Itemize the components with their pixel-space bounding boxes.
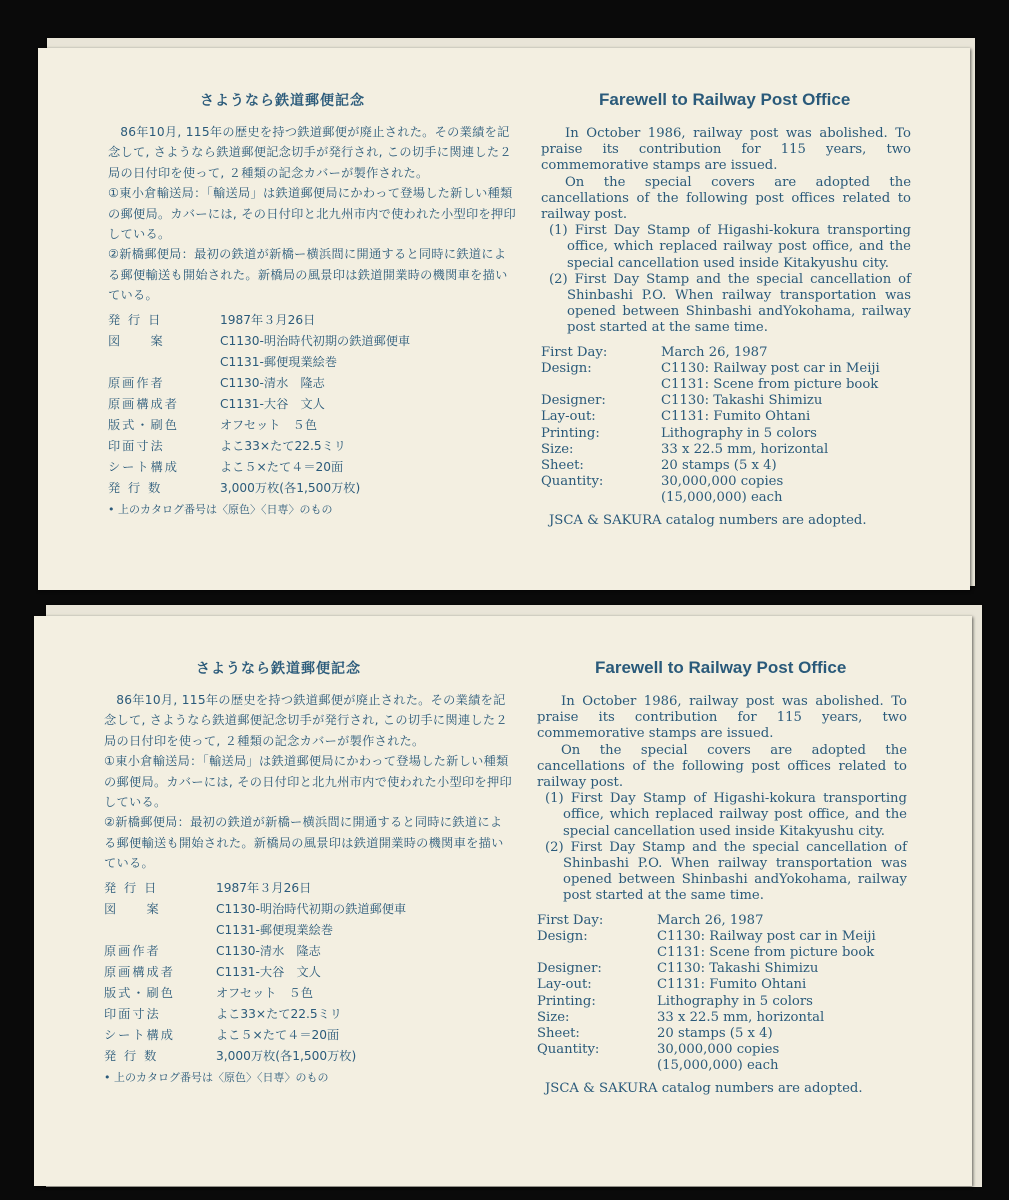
- spec-value: C1131: Scene from picture book: [661, 377, 879, 393]
- english-spec-row: [541, 393, 911, 409]
- english-spec-row: [541, 474, 911, 490]
- spec-value: C1130-清水 隆志: [220, 375, 325, 390]
- spec-value: よこ33×たて22.5ミリ: [220, 438, 346, 453]
- spec-value: よこ５×たて４＝20面: [220, 459, 344, 474]
- english-paragraph: In October 1986, railway post was abolished. To praise its contribution for 115 years, two commemorative stamps are issued.: [537, 694, 907, 742]
- japanese-spec-row: [104, 878, 514, 899]
- spec-label: Designer:: [541, 393, 606, 409]
- spec-label: Size:: [537, 1009, 570, 1025]
- english-spec-row: [541, 409, 911, 425]
- spec-label: [541, 377, 661, 393]
- spec-label: 発 行 数: [108, 480, 163, 495]
- japanese-spec-row: [108, 394, 518, 415]
- spec-label: 図 案: [104, 901, 161, 916]
- japanese-catalog-note: • 上のカタログ番号は〈原色〉〈日専〉のもの: [104, 1070, 329, 1084]
- japanese-paragraph: 86年10月, 115年の歴史を持つ鉄道郵便が廃止された。その業績を記念して, さようなら鉄道郵便記念切手が発行され, この切手に関連した２局の日付印を使って, ２種類の記念カバーが製作された。: [108, 125, 512, 180]
- japanese-spec-row: [104, 899, 514, 920]
- english-spec-row: [541, 361, 911, 377]
- english-title: Farewell to Railway Post Office: [595, 658, 847, 677]
- spec-label: First Day:: [541, 344, 608, 360]
- spec-value: C1130: Railway post car in Meiji: [657, 928, 876, 944]
- spec-label: Quantity:: [537, 1042, 600, 1058]
- english-spec-row: [537, 977, 907, 993]
- japanese-paragraph: ①東小倉輸送局：「輸送局」は鉄道郵便局にかわって登場した新しい種類の郵便局。カバーには, その日付印と北九州市内で使われた小型印を押印している。: [108, 186, 516, 242]
- spec-value: Lithography in 5 colors: [661, 425, 817, 441]
- japanese-title: さようなら鉄道郵便記念: [200, 93, 365, 109]
- spec-label: 発 行 数: [104, 1048, 159, 1063]
- spec-label: 原画作者: [104, 943, 161, 958]
- english-spec-row: [537, 913, 907, 929]
- spec-value: 30,000,000 copies: [657, 1042, 780, 1058]
- english-description: [537, 694, 907, 905]
- spec-label: シート構成: [104, 1027, 175, 1042]
- spec-value: 20 stamps (5 x 4): [661, 458, 777, 474]
- spec-label: 版式・刷色: [104, 985, 175, 1000]
- english-column: [537, 658, 907, 1096]
- spec-value: Lithography in 5 colors: [657, 993, 813, 1009]
- japanese-spec-row: [104, 983, 514, 1004]
- english-spec-row: [537, 1010, 907, 1026]
- spec-value: C1130-明治時代初期の鉄道郵便車: [220, 333, 411, 348]
- japanese-spec-row: [104, 1025, 514, 1046]
- english-spec-row: [541, 442, 911, 458]
- spec-value: C1131-大谷 文人: [216, 964, 321, 979]
- english-catalog-note: JSCA & SAKURA catalog numbers are adopted.: [549, 512, 867, 528]
- spec-value: C1131-大谷 文人: [220, 396, 325, 411]
- spec-value: C1130: Takashi Shimizu: [661, 393, 823, 409]
- japanese-spec-row: [104, 1004, 514, 1025]
- spec-label: Lay-out:: [541, 409, 596, 425]
- spec-label: 原画作者: [108, 375, 165, 390]
- english-paragraph: (2) First Day Stamp and the special cancellation of Shinbashi P.O. When railway transportation was opened between Shinbashi andYokohama, railway post started at the same time.: [545, 839, 907, 904]
- japanese-paragraph: ②新橋郵便局：最初の鉄道が新橋ー横浜間に開通すると同時に鉄道による郵便輸送も開始された。新橋局の風景印は鉄道開業時の機関車を描いている。: [108, 247, 508, 303]
- spec-label: シート構成: [108, 459, 179, 474]
- spec-label: Designer:: [537, 961, 602, 977]
- spec-value: C1130-清水 隆志: [216, 943, 321, 958]
- english-spec-row: [541, 426, 911, 442]
- spec-value: よこ33×たて22.5ミリ: [216, 1006, 342, 1021]
- spec-value: (15,000,000) each: [657, 1058, 779, 1074]
- japanese-paragraph: 86年10月, 115年の歴史を持つ鉄道郵便が廃止された。その業績を記念して, さようなら鉄道郵便記念切手が発行され, この切手に関連した２局の日付印を使って, ２種類の記念カバーが製作された。: [104, 693, 508, 748]
- english-description: [541, 126, 911, 337]
- spec-label: Sheet:: [541, 458, 584, 474]
- top-card: [38, 48, 970, 590]
- spec-label: 印面寸法: [104, 1006, 161, 1021]
- english-column: [541, 90, 911, 528]
- spec-label: [537, 1058, 657, 1074]
- japanese-spec-row: [104, 962, 514, 983]
- bottom-card: [34, 616, 972, 1186]
- english-spec-row: [541, 458, 911, 474]
- spec-label: [537, 945, 657, 961]
- spec-label: Printing:: [541, 425, 600, 441]
- japanese-spec-row: [108, 457, 518, 478]
- japanese-spec-row: [108, 478, 518, 499]
- spec-value: 1987年３月26日: [216, 880, 312, 895]
- japanese-description: [104, 690, 514, 874]
- japanese-column: [108, 90, 518, 517]
- spec-value: C1130: Railway post car in Meiji: [661, 360, 880, 376]
- spec-value: C1130-明治時代初期の鉄道郵便車: [216, 901, 407, 916]
- english-title: Farewell to Railway Post Office: [599, 90, 851, 109]
- spec-value: March 26, 1987: [657, 912, 764, 928]
- spec-value: 33 x 22.5 mm, horizontal: [661, 441, 829, 457]
- japanese-spec-row: [108, 310, 518, 331]
- japanese-spec-row: [108, 373, 518, 394]
- spec-value: よこ５×たて４＝20面: [216, 1027, 340, 1042]
- spec-value: C1131-郵便現業絵巻: [220, 354, 338, 369]
- spec-value: 33 x 22.5 mm, horizontal: [657, 1009, 825, 1025]
- english-spec-row: [541, 490, 911, 506]
- english-spec-row: [537, 994, 907, 1010]
- japanese-spec-table: [104, 878, 514, 1067]
- japanese-spec-row: [108, 352, 518, 373]
- spec-label: Sheet:: [537, 1026, 580, 1042]
- spec-label: 発 行 日: [108, 312, 163, 327]
- english-paragraph: On the special covers are adopted the cancellations of the following post offices related to railway post.: [541, 174, 911, 223]
- spec-value: (15,000,000) each: [661, 490, 783, 506]
- spec-label: 原画構成者: [104, 964, 175, 979]
- english-paragraph: (1) First Day Stamp of Higashi-kokura transporting office, which replaced railway post office, and the special cancellation used inside Kitakyushu city.: [549, 223, 911, 271]
- spec-label: 原画構成者: [108, 396, 179, 411]
- japanese-paragraph: ①東小倉輸送局：「輸送局」は鉄道郵便局にかわって登場した新しい種類の郵便局。カバーには, その日付印と北九州市内で使われた小型印を押印している。: [104, 754, 512, 810]
- japanese-column: [104, 658, 514, 1085]
- japanese-spec-table: [108, 310, 518, 499]
- spec-value: C1131: Scene from picture book: [657, 945, 875, 961]
- english-spec-row: [537, 1058, 907, 1074]
- japanese-catalog-note: • 上のカタログ番号は〈原色〉〈日専〉のもの: [108, 502, 333, 516]
- spec-value: 20 stamps (5 x 4): [657, 1026, 773, 1042]
- spec-value: 3,000万枚(各1,500万枚): [220, 480, 361, 495]
- spec-value: 30,000,000 copies: [661, 474, 784, 490]
- spec-value: C1131-郵便現業絵巻: [216, 922, 334, 937]
- spec-label: Size:: [541, 441, 574, 457]
- english-spec-row: [541, 345, 911, 361]
- japanese-spec-row: [104, 941, 514, 962]
- english-spec-row: [541, 377, 911, 393]
- spec-label: [108, 352, 220, 373]
- spec-label: 図 案: [108, 333, 165, 348]
- japanese-spec-row: [104, 920, 514, 941]
- japanese-paragraph: ②新橋郵便局：最初の鉄道が新橋ー横浜間に開通すると同時に鉄道による郵便輸送も開始された。新橋局の風景印は鉄道開業時の機関車を描いている。: [104, 815, 504, 871]
- spec-label: 版式・刷色: [108, 417, 179, 432]
- spec-label: Design:: [541, 360, 592, 376]
- english-catalog-note: JSCA & SAKURA catalog numbers are adopted.: [545, 1080, 863, 1096]
- japanese-spec-row: [108, 436, 518, 457]
- japanese-description: [108, 122, 518, 306]
- english-spec-row: [537, 1026, 907, 1042]
- spec-label: Quantity:: [541, 474, 604, 490]
- english-spec-row: [537, 929, 907, 945]
- english-spec-row: [537, 961, 907, 977]
- english-paragraph: (1) First Day Stamp of Higashi-kokura transporting office, which replaced railway post office, and the special cancellation used inside Kitakyushu city.: [545, 791, 907, 839]
- spec-label: First Day:: [537, 912, 604, 928]
- english-spec-table: [537, 913, 907, 1075]
- japanese-title: さようなら鉄道郵便記念: [196, 661, 361, 677]
- english-spec-row: [537, 1042, 907, 1058]
- spec-label: Design:: [537, 928, 588, 944]
- japanese-spec-row: [104, 1046, 514, 1067]
- spec-value: C1130: Takashi Shimizu: [657, 961, 819, 977]
- english-paragraph: On the special covers are adopted the cancellations of the following post offices related to railway post.: [537, 742, 907, 791]
- spec-label: Printing:: [537, 993, 596, 1009]
- spec-value: 1987年３月26日: [220, 312, 316, 327]
- japanese-spec-row: [108, 331, 518, 352]
- spec-value: オフセット ５色: [216, 985, 314, 1000]
- spec-value: C1131: Fumito Ohtani: [657, 977, 807, 993]
- spec-label: Lay-out:: [537, 977, 592, 993]
- spec-value: C1131: Fumito Ohtani: [661, 409, 811, 425]
- english-spec-table: [541, 345, 911, 507]
- english-paragraph: In October 1986, railway post was abolished. To praise its contribution for 115 years, two commemorative stamps are issued.: [541, 126, 911, 174]
- spec-label: 印面寸法: [108, 438, 165, 453]
- spec-value: 3,000万枚(各1,500万枚): [216, 1048, 357, 1063]
- japanese-spec-row: [108, 415, 518, 436]
- spec-label: [541, 490, 661, 506]
- english-paragraph: (2) First Day Stamp and the special cancellation of Shinbashi P.O. When railway transportation was opened between Shinbashi andYokohama, railway post started at the same time.: [549, 271, 911, 336]
- spec-value: March 26, 1987: [661, 344, 768, 360]
- spec-label: [104, 920, 216, 941]
- english-spec-row: [537, 945, 907, 961]
- spec-label: 発 行 日: [104, 880, 159, 895]
- spec-value: オフセット ５色: [220, 417, 318, 432]
